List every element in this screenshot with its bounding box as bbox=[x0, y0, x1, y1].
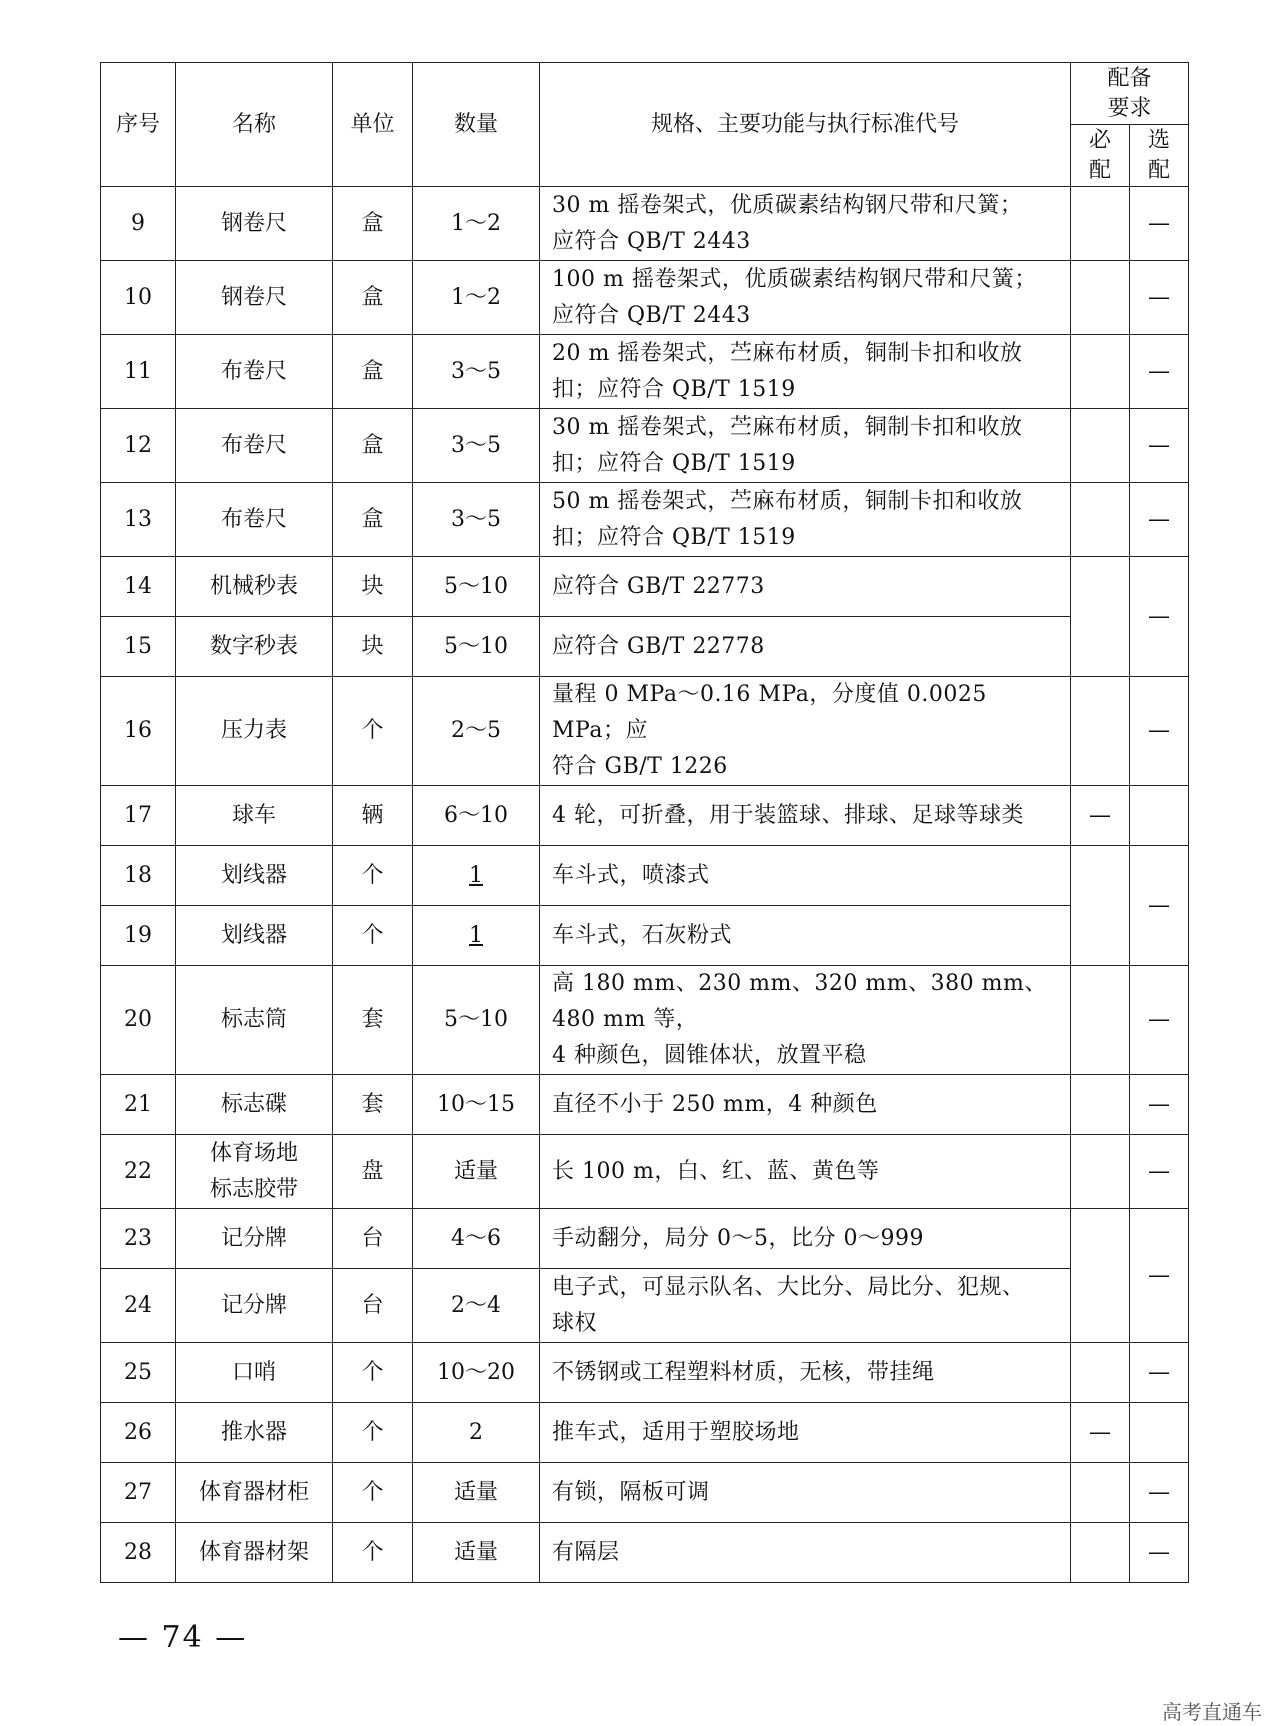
spec-line: 扣；应符合 QB/T 1519 bbox=[552, 524, 796, 550]
cell-optional: — bbox=[1130, 409, 1189, 483]
cell-unit: 块 bbox=[333, 617, 413, 677]
spec-line: 量程 0 MPa～0.16 MPa，分度值 0.0025 MPa；应 bbox=[552, 682, 987, 743]
cell-optional: — bbox=[1130, 1075, 1189, 1135]
cell-spec bbox=[540, 187, 1071, 261]
spec-line: 应符合 QB/T 2443 bbox=[552, 228, 751, 254]
cell-name: 记分牌 bbox=[176, 1269, 333, 1343]
header-required-line2: 配 bbox=[1088, 157, 1111, 183]
page-number: — 74 — bbox=[118, 1620, 248, 1655]
cell-required bbox=[1071, 1463, 1130, 1523]
cell-unit: 辆 bbox=[333, 786, 413, 846]
table-row bbox=[101, 557, 1189, 617]
header-optional-line2: 配 bbox=[1148, 157, 1171, 183]
cell-qty: 适量 bbox=[413, 1523, 540, 1583]
cell-spec: 有锁，隔板可调 bbox=[540, 1463, 1071, 1523]
cell-optional: — bbox=[1130, 1463, 1189, 1523]
cell-seq: 21 bbox=[101, 1075, 176, 1135]
cell-name: 压力表 bbox=[176, 677, 333, 786]
spec-line: 扣；应符合 QB/T 1519 bbox=[552, 450, 796, 476]
table-row bbox=[101, 483, 1189, 557]
cell-unit: 盒 bbox=[333, 483, 413, 557]
table-row bbox=[101, 677, 1189, 786]
cell-seq: 18 bbox=[101, 846, 176, 906]
cell-qty: 4～6 bbox=[413, 1209, 540, 1269]
cell-qty: 5～10 bbox=[413, 617, 540, 677]
cell-qty: 2 bbox=[413, 1403, 540, 1463]
cell-spec: 车斗式，喷漆式 bbox=[540, 846, 1071, 906]
cell-name: 体育器材柜 bbox=[176, 1463, 333, 1523]
cell-seq: 23 bbox=[101, 1209, 176, 1269]
cell-seq: 13 bbox=[101, 483, 176, 557]
cell-name: 数字秒表 bbox=[176, 617, 333, 677]
cell-seq: 25 bbox=[101, 1343, 176, 1403]
cell-seq: 19 bbox=[101, 906, 176, 966]
qty-value: 1 bbox=[469, 862, 483, 888]
cell-optional: — bbox=[1130, 677, 1189, 786]
table-row bbox=[101, 1075, 1189, 1135]
cell-required bbox=[1071, 677, 1130, 786]
cell-seq: 10 bbox=[101, 261, 176, 335]
cell-qty: 2～5 bbox=[413, 677, 540, 786]
cell-name: 布卷尺 bbox=[176, 483, 333, 557]
cell-spec bbox=[540, 483, 1071, 557]
cell-qty: 2～4 bbox=[413, 1269, 540, 1343]
cell-required bbox=[1071, 1523, 1130, 1583]
table-row bbox=[101, 1523, 1189, 1583]
cell-optional: — bbox=[1130, 335, 1189, 409]
cell-spec bbox=[540, 677, 1071, 786]
cell-required bbox=[1071, 557, 1130, 677]
table-row bbox=[101, 187, 1189, 261]
cell-qty: 适量 bbox=[413, 1463, 540, 1523]
cell-qty: 5～10 bbox=[413, 966, 540, 1075]
cell-unit: 盒 bbox=[333, 187, 413, 261]
cell-optional: — bbox=[1130, 1523, 1189, 1583]
spec-line: 扣；应符合 QB/T 1519 bbox=[552, 376, 796, 402]
cell-unit: 盒 bbox=[333, 409, 413, 483]
table-row bbox=[101, 335, 1189, 409]
spec-line: 4 种颜色，圆锥体状，放置平稳 bbox=[552, 1043, 867, 1068]
cell-unit: 个 bbox=[333, 1343, 413, 1403]
cell-unit: 个 bbox=[333, 1523, 413, 1583]
cell-seq: 11 bbox=[101, 335, 176, 409]
cell-unit: 个 bbox=[333, 906, 413, 966]
spec-line: 球权 bbox=[552, 1310, 598, 1336]
cell-name: 体育器材架 bbox=[176, 1523, 333, 1583]
cell-name: 标志筒 bbox=[176, 966, 333, 1075]
header-requirement bbox=[1071, 63, 1189, 125]
cell-spec: 不锈钢或工程塑料材质，无核，带挂绳 bbox=[540, 1343, 1071, 1403]
cell-optional: — bbox=[1130, 483, 1189, 557]
cell-required bbox=[1071, 261, 1130, 335]
cell-name: 布卷尺 bbox=[176, 335, 333, 409]
cell-unit: 个 bbox=[333, 677, 413, 786]
cell-name: 球车 bbox=[176, 786, 333, 846]
cell-optional: — bbox=[1130, 846, 1189, 966]
cell-optional bbox=[1130, 1403, 1189, 1463]
cell-spec bbox=[540, 1269, 1071, 1343]
cell-required: — bbox=[1071, 1403, 1130, 1463]
table-row bbox=[101, 846, 1189, 906]
qty-value: 1 bbox=[469, 922, 483, 948]
table-row bbox=[101, 906, 1189, 966]
cell-qty: 3～5 bbox=[413, 335, 540, 409]
header-required bbox=[1071, 125, 1130, 187]
cell-optional bbox=[1130, 786, 1189, 846]
header-optional-line1: 选 bbox=[1148, 127, 1171, 153]
cell-required bbox=[1071, 846, 1130, 966]
cell-seq: 20 bbox=[101, 966, 176, 1075]
cell-required bbox=[1071, 187, 1130, 261]
cell-spec: 直径不小于 250 mm，4 种颜色 bbox=[540, 1075, 1071, 1135]
cell-unit: 盒 bbox=[333, 335, 413, 409]
header-unit: 单位 bbox=[333, 63, 413, 187]
spec-line: 高 180 mm、230 mm、320 mm、380 mm、480 mm 等， bbox=[552, 971, 1047, 1032]
cell-spec bbox=[540, 335, 1071, 409]
watermark: 高考直通车 bbox=[1162, 1700, 1262, 1724]
cell-optional: — bbox=[1130, 187, 1189, 261]
cell-spec: 有隔层 bbox=[540, 1523, 1071, 1583]
cell-unit: 个 bbox=[333, 846, 413, 906]
table-row bbox=[101, 1403, 1189, 1463]
cell-required bbox=[1071, 1075, 1130, 1135]
cell-unit: 块 bbox=[333, 557, 413, 617]
cell-required bbox=[1071, 1135, 1130, 1209]
cell-optional: — bbox=[1130, 1343, 1189, 1403]
spec-line: 30 m 摇卷架式，优质碳素结构钢尺带和尺簧； bbox=[552, 192, 1023, 218]
cell-qty bbox=[413, 846, 540, 906]
cell-qty: 3～5 bbox=[413, 483, 540, 557]
equipment-table bbox=[100, 62, 1189, 1583]
cell-unit: 套 bbox=[333, 966, 413, 1075]
cell-name: 机械秒表 bbox=[176, 557, 333, 617]
cell-unit: 台 bbox=[333, 1209, 413, 1269]
cell-unit: 台 bbox=[333, 1269, 413, 1343]
cell-name: 划线器 bbox=[176, 846, 333, 906]
header-optional bbox=[1130, 125, 1189, 187]
cell-qty: 1～2 bbox=[413, 187, 540, 261]
cell-unit: 盘 bbox=[333, 1135, 413, 1209]
name-line: 标志胶带 bbox=[209, 1176, 298, 1202]
cell-name: 标志碟 bbox=[176, 1075, 333, 1135]
cell-required bbox=[1071, 1343, 1130, 1403]
cell-name bbox=[176, 1135, 333, 1209]
cell-seq: 17 bbox=[101, 786, 176, 846]
cell-seq: 14 bbox=[101, 557, 176, 617]
cell-qty: 5～10 bbox=[413, 557, 540, 617]
table-row bbox=[101, 617, 1189, 677]
table-row bbox=[101, 409, 1189, 483]
cell-name: 划线器 bbox=[176, 906, 333, 966]
cell-optional: — bbox=[1130, 261, 1189, 335]
spec-line: 30 m 摇卷架式，苎麻布材质，铜制卡扣和收放 bbox=[552, 414, 1023, 440]
table-row bbox=[101, 1209, 1189, 1269]
name-line: 体育场地 bbox=[209, 1140, 298, 1166]
header-name: 名称 bbox=[176, 63, 333, 187]
cell-seq: 12 bbox=[101, 409, 176, 483]
cell-seq: 16 bbox=[101, 677, 176, 786]
cell-qty: 10～20 bbox=[413, 1343, 540, 1403]
table-row bbox=[101, 1343, 1189, 1403]
cell-seq: 24 bbox=[101, 1269, 176, 1343]
cell-required bbox=[1071, 335, 1130, 409]
cell-name: 口哨 bbox=[176, 1343, 333, 1403]
spec-line: 100 m 摇卷架式，优质碳素结构钢尺带和尺簧； bbox=[552, 266, 1037, 292]
cell-unit: 个 bbox=[333, 1403, 413, 1463]
table-row bbox=[101, 966, 1189, 1075]
cell-spec bbox=[540, 966, 1071, 1075]
header-required-line1: 必 bbox=[1088, 127, 1111, 153]
cell-qty bbox=[413, 906, 540, 966]
cell-seq: 9 bbox=[101, 187, 176, 261]
cell-name: 记分牌 bbox=[176, 1209, 333, 1269]
spec-line: 符合 GB/T 1226 bbox=[552, 754, 728, 779]
cell-spec: 4 轮，可折叠，用于装篮球、排球、足球等球类 bbox=[540, 786, 1071, 846]
cell-required bbox=[1071, 483, 1130, 557]
cell-required: — bbox=[1071, 786, 1130, 846]
cell-optional: — bbox=[1130, 1135, 1189, 1209]
header-requirement-line1: 配备 bbox=[1107, 65, 1152, 91]
cell-spec: 应符合 GB/T 22773 bbox=[540, 557, 1071, 617]
cell-required bbox=[1071, 966, 1130, 1075]
header-seq: 序号 bbox=[101, 63, 176, 187]
cell-qty: 6～10 bbox=[413, 786, 540, 846]
cell-optional: — bbox=[1130, 557, 1189, 677]
spec-line: 20 m 摇卷架式，苎麻布材质，铜制卡扣和收放 bbox=[552, 340, 1023, 366]
table-row bbox=[101, 1269, 1189, 1343]
spec-line: 应符合 QB/T 2443 bbox=[552, 302, 751, 328]
cell-seq: 27 bbox=[101, 1463, 176, 1523]
cell-qty: 适量 bbox=[413, 1135, 540, 1209]
cell-seq: 15 bbox=[101, 617, 176, 677]
cell-name: 推水器 bbox=[176, 1403, 333, 1463]
table-row bbox=[101, 786, 1189, 846]
cell-seq: 26 bbox=[101, 1403, 176, 1463]
cell-unit: 盒 bbox=[333, 261, 413, 335]
cell-optional: — bbox=[1130, 1209, 1189, 1343]
header-qty: 数量 bbox=[413, 63, 540, 187]
cell-spec: 应符合 GB/T 22778 bbox=[540, 617, 1071, 677]
spec-line: 电子式，可显示队名、大比分、局比分、犯规、 bbox=[552, 1274, 1025, 1300]
cell-spec: 推车式，适用于塑胶场地 bbox=[540, 1403, 1071, 1463]
header-spec: 规格、主要功能与执行标准代号 bbox=[540, 63, 1071, 187]
cell-seq: 22 bbox=[101, 1135, 176, 1209]
cell-unit: 套 bbox=[333, 1075, 413, 1135]
cell-seq: 28 bbox=[101, 1523, 176, 1583]
cell-spec bbox=[540, 261, 1071, 335]
cell-required bbox=[1071, 1209, 1130, 1343]
cell-spec: 手动翻分，局分 0～5，比分 0～999 bbox=[540, 1209, 1071, 1269]
cell-name: 布卷尺 bbox=[176, 409, 333, 483]
cell-spec: 车斗式，石灰粉式 bbox=[540, 906, 1071, 966]
cell-qty: 10～15 bbox=[413, 1075, 540, 1135]
cell-spec: 长 100 m，白、红、蓝、黄色等 bbox=[540, 1135, 1071, 1209]
header-requirement-line2: 要求 bbox=[1107, 95, 1152, 121]
spec-line: 50 m 摇卷架式，苎麻布材质，铜制卡扣和收放 bbox=[552, 488, 1023, 514]
cell-name: 钢卷尺 bbox=[176, 261, 333, 335]
cell-required bbox=[1071, 409, 1130, 483]
cell-optional: — bbox=[1130, 966, 1189, 1075]
table-row bbox=[101, 1135, 1189, 1209]
table-row bbox=[101, 1463, 1189, 1523]
cell-name: 钢卷尺 bbox=[176, 187, 333, 261]
table-row bbox=[101, 261, 1189, 335]
cell-qty: 1～2 bbox=[413, 261, 540, 335]
cell-qty: 3～5 bbox=[413, 409, 540, 483]
cell-unit: 个 bbox=[333, 1463, 413, 1523]
cell-spec bbox=[540, 409, 1071, 483]
